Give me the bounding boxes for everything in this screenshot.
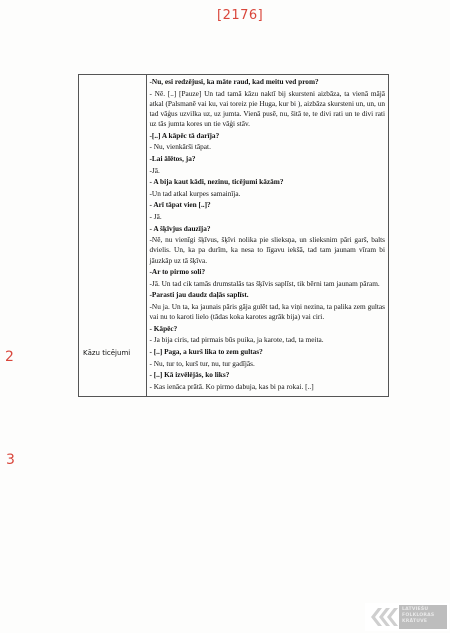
margin-mark-3: 3 [6,452,15,468]
transcript-lines [147,75,389,396]
informant-answer: -Nē, nu vienīgi šķīvus, šķīvi nolika pie slieksņa, un slieksnim pāri garš, balts dvielis. Un, ka pa durīm, ka nesa to līgavu iekšā, tad tam jaunam vīram bi jāuzkāp uz tā šķīva. [149,235,385,265]
informant-answer: -Jā. Un tad cik tamās drumstalās tas šķīvis saplīst, tik bērni tam jaunam pāram. [149,278,380,288]
interviewer-question: - [..] Kā izvēlējās, ko liks? [149,370,230,380]
margin-mark-2: 2 [5,349,14,365]
topic-label: Kāzu ticējumi [83,349,131,357]
interviewer-question: -[..] A kāpēc tā darīja? [149,130,220,140]
informant-answer: - Jā. [149,211,162,221]
interviewer-question: -Parasti jau daudz daļās saplīst. [149,290,249,300]
logo-line-2: FOLKLORAS [402,613,435,618]
informant-answer: - Nu, vienkārši tāpat. [149,142,211,152]
informant-answer: - Kas ienāca prātā. Ko pirmo dabuja, kas bi pa rokai. [..] [149,381,314,391]
informant-answer: - Nē. [..] [Pauze] Un tad tamā kāzu naktī bij skursteni aizbāza, ta vienā mājā atkal (Palsmanē vai ku, vai toreiz pie Huga, kur bi ), aizbāza skursteni un, un, un tad vāģus uzvilka uz, uz jumta. Vienā pusē, nu, šitā te, te divi rati un te divi rati uz tās jumta kores un tie vāģi stāv. [149,88,385,129]
interviewer-question: -Nu, esi redzējusi, ka māte raud, kad meitu ved prom? [149,77,319,86]
informant-answer: - Nu, tur to, kurš tur, nu, tur gadījās. [149,358,255,368]
informant-answer: - Ja bija ciris, tad pirmais būs puika, ja karote, tad, ta meita. [149,335,324,345]
informant-answer: -Jā. [149,165,160,175]
transcript-cell [146,75,389,397]
interviewer-question: -Lai ālētos, ja? [149,153,196,163]
interviewer-question: - Arī tāpat vien [..]? [149,200,211,210]
logo-line-1: LATVIEŠU [402,607,429,612]
interviewer-question: - A bija kaut kādi, nezinu, ticējumi kāzām? [149,177,284,187]
interviewer-question: - A šķīvjus dauzīja? [149,223,211,233]
interviewer-question: - [..] Paga, a kurš lika to zem gultas? [149,346,263,356]
informant-answer: -Nu ja. Un ta, ka jaunais pāris gāja gulēt tad, ka viņi nezina, ta palika zem gultas vai nu to karoti lielo (tādas koka karotes agrāk bija) vai ciri. [149,301,385,322]
archive-number: [2176] [217,8,264,23]
logo-line-3: KRĀTUVE [402,619,428,624]
interviewer-question: - Kāpēc? [149,323,178,333]
informant-answer: -Un tad atkal kurpes samainīja. [149,188,241,198]
logo-text [402,607,434,625]
interviewer-question: -Ar to pirmo soli? [149,267,206,277]
